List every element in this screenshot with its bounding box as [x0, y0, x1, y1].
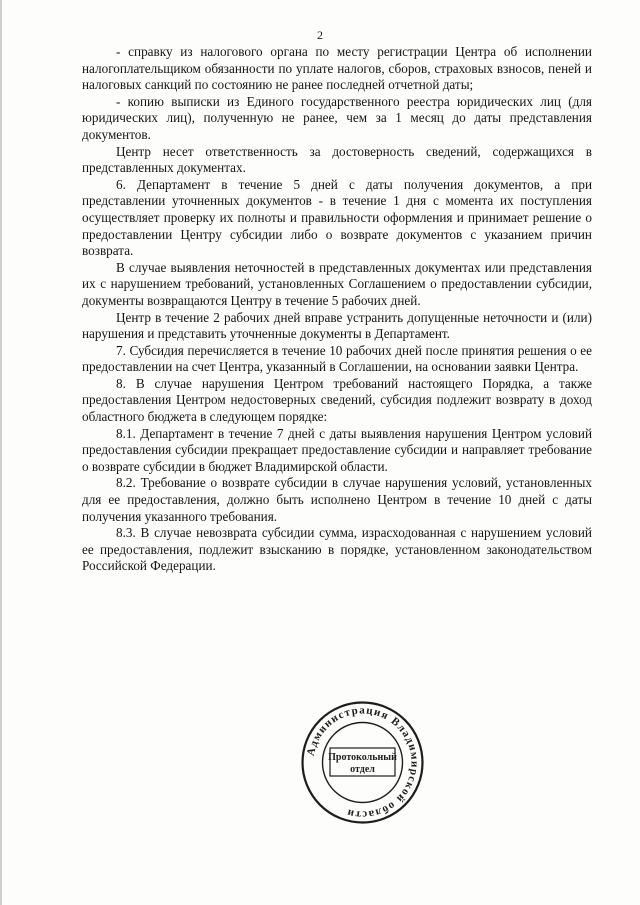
paragraph-responsibility: Центр несет ответственность за достоверность сведений, содержащихся в представленных документах. [82, 143, 592, 176]
paragraph-7: 7. Субсидия перечисляется в течение 10 рабочих дней после принятия решения о ее предоставлении на счет Центра, указанный в Соглашении, на основании заявки Центра. [82, 342, 592, 375]
stamp-center-line2: отдел [350, 764, 375, 775]
paragraph-8: 8. В случае нарушения Центром требований настоящего Порядка, а также предоставления Центром недостоверных сведений, субсидия подлежит возврату в доход областного бюджета в следующем порядке: [82, 375, 592, 425]
paragraph-8-2: 8.2. Требование о возврате субсидии в случае нарушения условий, установленных для ее предоставления, должно быть исполнено Центром в течение 10 дней с даты получения указанного требования. [82, 475, 592, 524]
page-number: 2 [317, 28, 323, 42]
paragraph-6-inaccuracies: В случае выявления неточностей в представленных документах или представления их с нарушением требований, установленных Соглашением о предоставлении субсидии, документы возвращаются Центру в течение 5 рабочих дней. [82, 259, 592, 308]
stamp-ring-text: Администрация Владимирской области [304, 704, 421, 821]
scan-edge [0, 0, 2, 905]
paragraph-8-3: 8.3. В случае невозврата субсидии сумма, израсходованная с нарушением условий ее предоставления, подлежит взысканию в порядке, установленном законодательством Российской Федерации. [82, 525, 592, 574]
paragraph-8-1: 8.1. Департамент в течение 7 дней с даты выявления нарушения Центром условий предоставления субсидии прекращает предоставление субсидии и направляет требование о возврате субсидии в бюджет Владимирской области. [82, 425, 592, 474]
paragraph-tax-certificate: - справку из налогового органа по месту регистрации Центра об исполнении налогоплательщиком обязанности по уплате налогов, сборов, страховых взносов, пеней и налоговых санкций по состоянию не ранее последней отчетной даты; [82, 44, 592, 93]
paragraph-6-correction: Центр в течение 2 рабочих дней вправе устранить допущенные неточности и (или) нарушения и представить уточненные документы в Департамент. [82, 309, 592, 342]
official-stamp [300, 700, 425, 825]
stamp-center-line1: Протокольный [328, 752, 397, 763]
body-text [82, 44, 592, 575]
paragraph-registry-extract: - копию выписки из Единого государственного реестра юридических лиц (для юридических лиц), полученную не ранее, чем за 1 месяц до даты представления документов. [82, 93, 592, 142]
paragraph-6: 6. Департамент в течение 5 дней с даты получения документов, а при представлении уточненных документов - в течение 1 дня с момента их поступления осуществляет проверку их полноты и правильности оформления и принимает решение о предоставлении Центру субсидии либо о возврате документов с указанием причин возврата. [82, 176, 592, 259]
